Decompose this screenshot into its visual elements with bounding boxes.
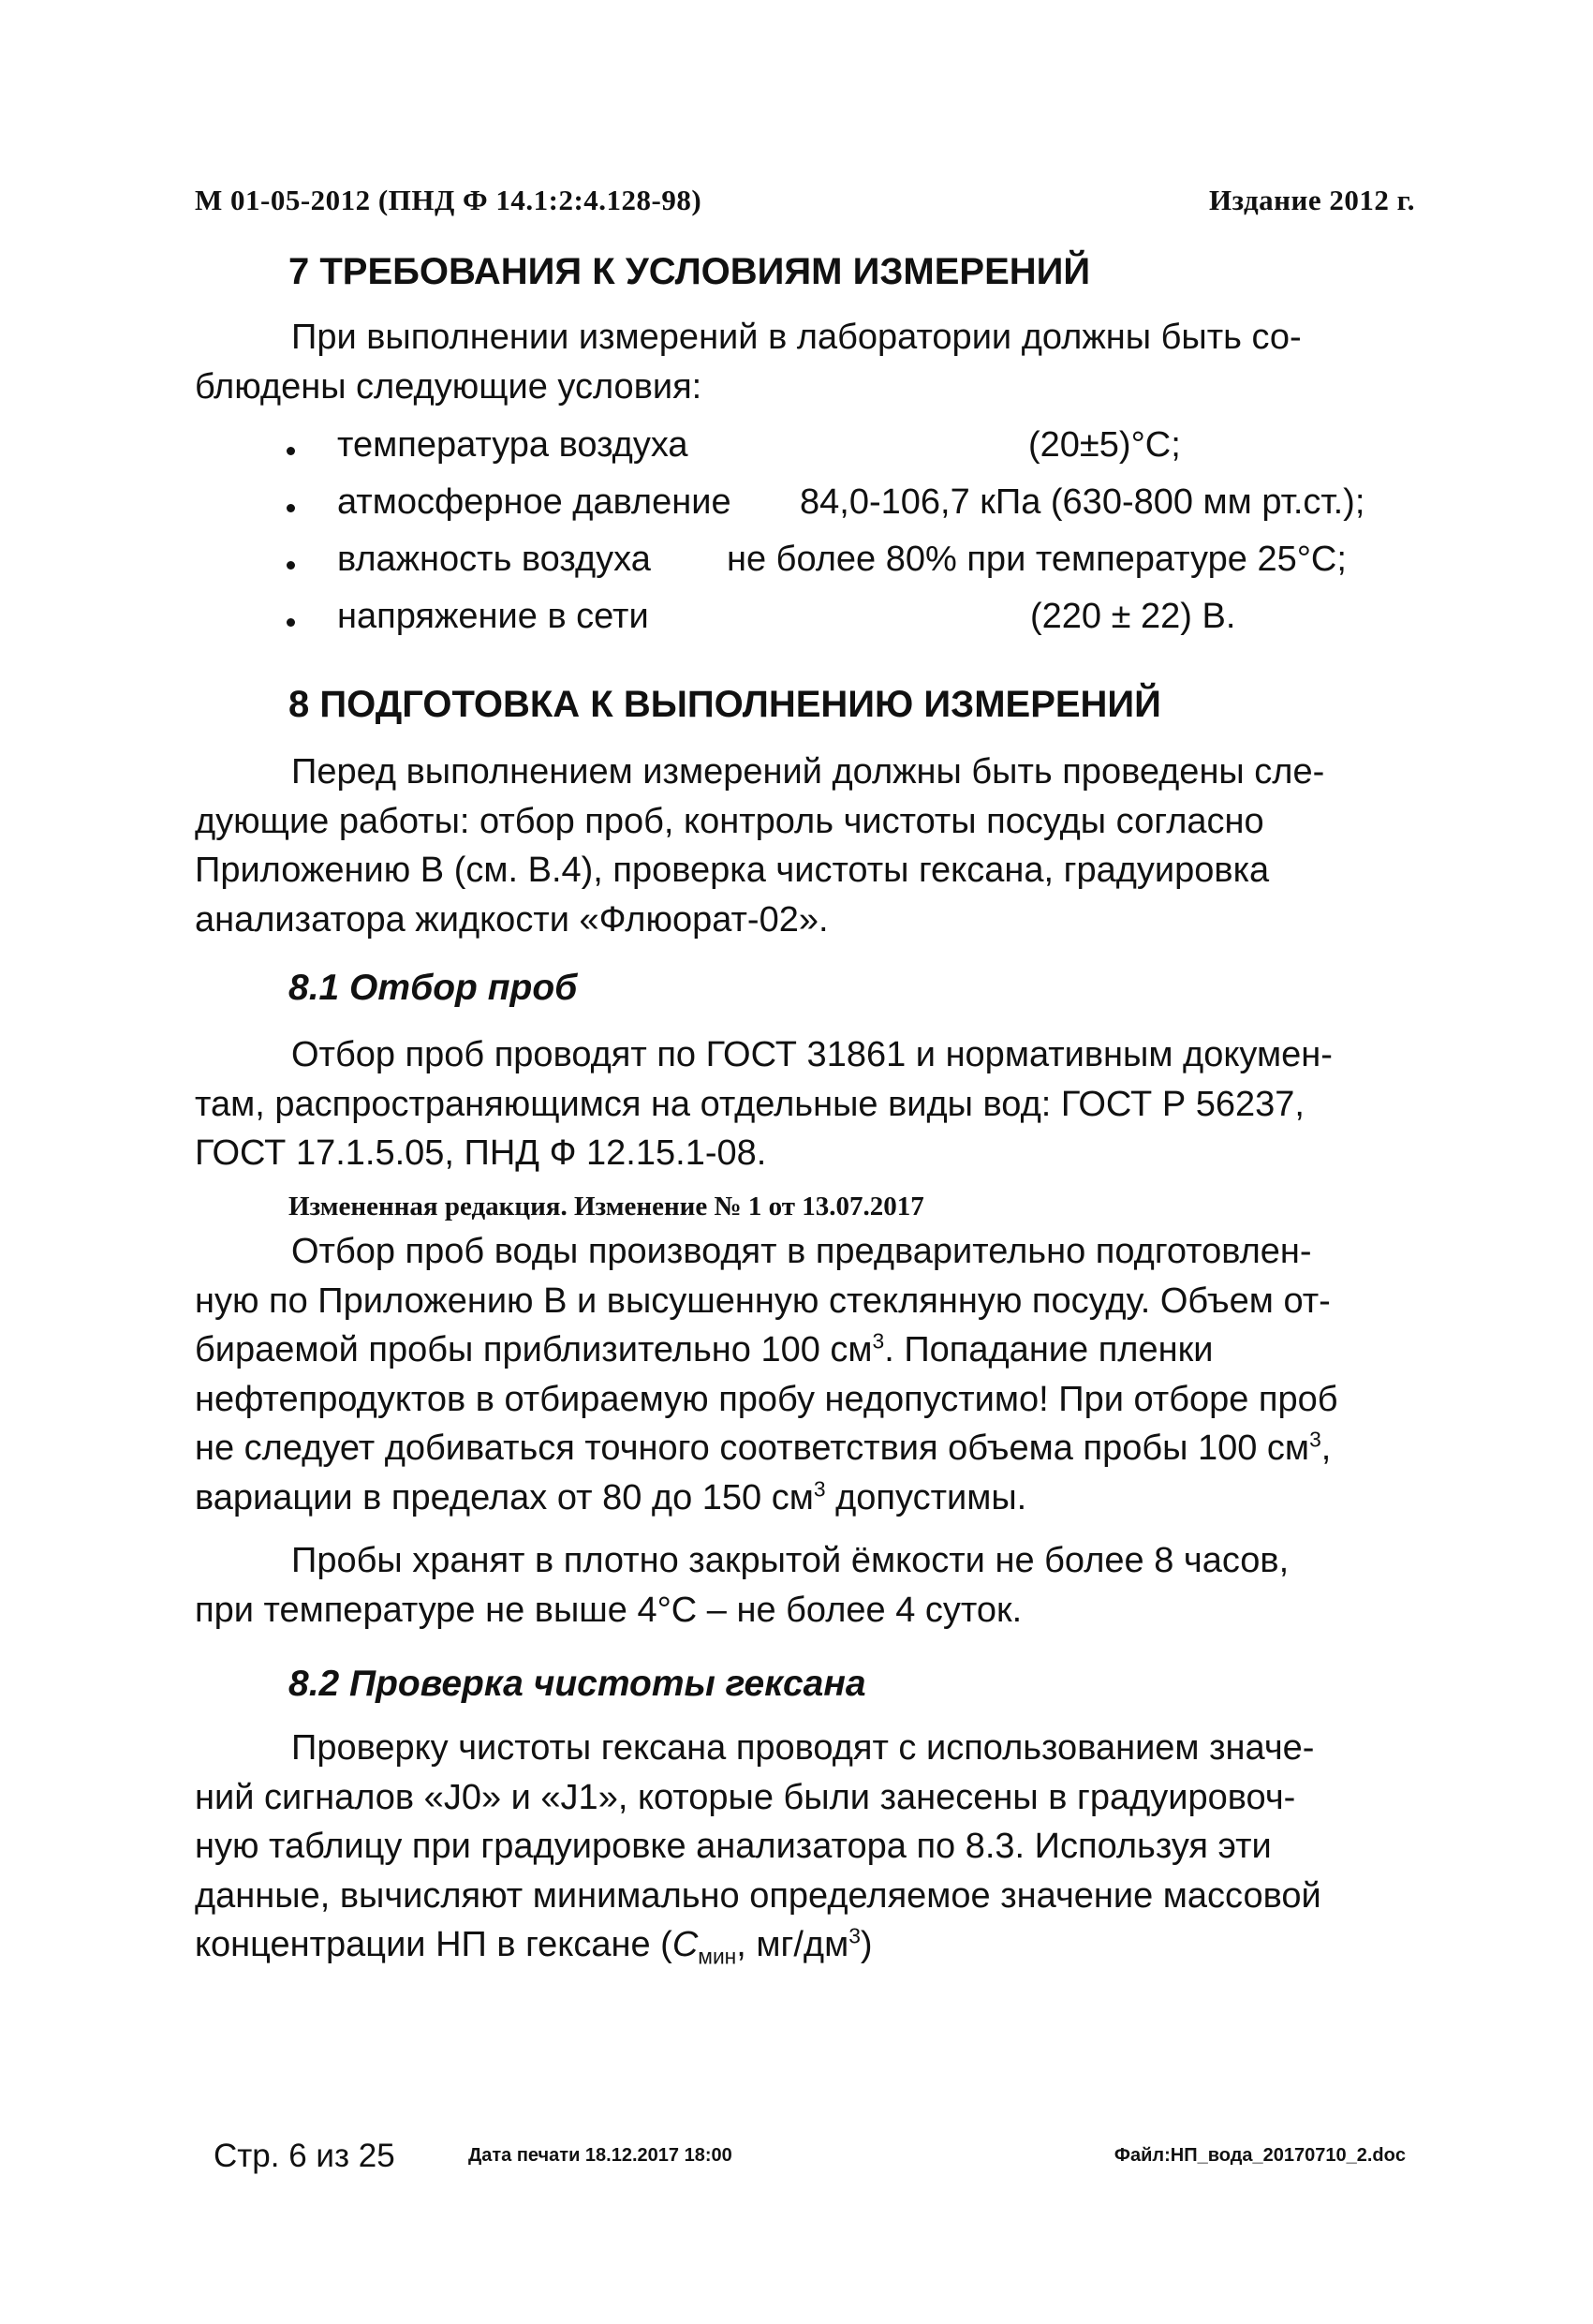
page-number: Стр. 6 из 25	[214, 2138, 395, 2174]
section-8-1-title: 8.1 Отбор проб	[288, 968, 578, 1008]
condition-value: 84,0-106,7 кПа (630-800 мм рт.ст.);	[800, 482, 1365, 522]
bullet-icon	[287, 561, 295, 570]
edition-label: Издание 2012 г.	[1208, 184, 1415, 216]
intro-line-2: блюдены следующие условия:	[195, 366, 702, 407]
file-name: Файл:НП_вода_20170710_2.doc	[1114, 2145, 1406, 2166]
print-date: Дата печати 18.12.2017 18:00	[468, 2145, 732, 2166]
section-8-1-paragraph-3: Пробы хранят в плотно закрытой ёмкости не более 8 часов, при температуре не выше 4°С – не более 4 суток.	[195, 1541, 1290, 1630]
document-code: М 01-05-2012 (ПНД Ф 14.1:2:4.128-98)	[195, 184, 702, 216]
change-note: Измененная редакция. Изменение № 1 от 13.07.2017	[288, 1192, 924, 1221]
section-8-intro: Перед выполнением измерений должны быть проведены сле- дующие работы: отбор проб, контроль чистоты посуды согласно Приложению В (см. В.4), проверка чистоты гексана, градуировка анализатора жидкости «Флюорат-02».	[195, 752, 1325, 940]
condition-label: атмосферное давление	[337, 482, 731, 522]
bullet-icon	[287, 618, 295, 627]
section-8-2-title: 8.2 Проверка чистоты гексана	[288, 1664, 866, 1704]
bullet-icon	[287, 504, 295, 512]
section-8-2-paragraph: Проверку чистоты гексана проводят с использованием значе- ний сигналов «J0» и «J1», которые были занесены в градуировоч- ную таблицу при градуировке анализатора по 8.3. Используя эти данные, вычисляют минимально определяемое значение массовой концентрации НП в гексане ($С_{мин}$, $мг/дм^3$)	[195, 1728, 1321, 1969]
condition-label: напряжение в сети	[337, 597, 649, 636]
section-8-title: 8 ПОДГОТОВКА К ВЫПОЛНЕНИЮ ИЗМЕРЕНИЙ	[288, 684, 1161, 725]
section-7-title: 7 ТРЕБОВАНИЯ К УСЛОВИЯМ ИЗМЕРЕНИЙ	[288, 251, 1091, 292]
condition-item	[0, 425, 1593, 474]
condition-label: температура воздуха	[337, 425, 688, 465]
bullet-icon	[287, 447, 295, 455]
section-8-1-paragraph-1: Отбор проб проводят по ГОСТ 31861 и нормативным докумен- там, распространяющимся на отдельные виды вод: ГОСТ Р 56237, ГОСТ 17.1.5.05, ПНД Ф 12.15.1-08.	[195, 1035, 1333, 1173]
condition-item	[0, 597, 1593, 645]
condition-item	[0, 540, 1593, 588]
condition-label: влажность воздуха	[337, 540, 651, 579]
intro-line-1: При выполнении измерений в лаборатории должны быть со-	[291, 318, 1302, 357]
condition-value: (220 ± 22) В.	[1030, 597, 1236, 636]
condition-item	[0, 482, 1593, 531]
condition-value: (20±5)°С;	[1028, 425, 1181, 465]
condition-value: не более 80% при температуре 25°С;	[727, 540, 1347, 579]
section-7-intro	[195, 313, 1407, 411]
section-8-1-paragraph-2: Отбор проб воды производят в предварительно подготовлен- ную по Приложению В и высушенную стеклянную посуду. Объем от- бираемой пробы приблизительно 100 $см^3$. Попадание пленки нефтепродуктов в отбираемую пробу недопустимо! При отборе проб не следует добиваться точного соответствия объема пробы 100 $см^3$, вариации в пределах от 80 до 150 $см^3$ допустимы.	[195, 1232, 1338, 1517]
